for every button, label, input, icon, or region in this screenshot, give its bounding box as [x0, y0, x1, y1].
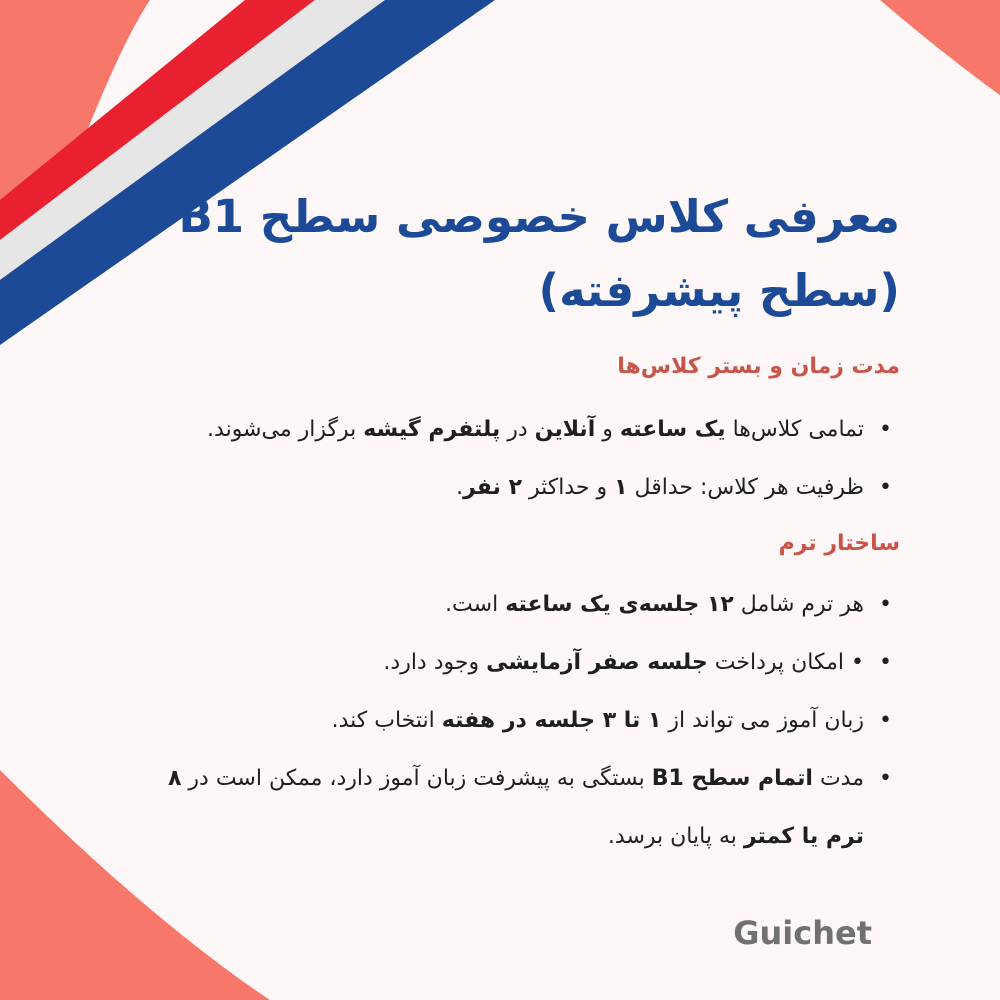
list-item-text: و	[595, 417, 620, 442]
list-item-text: وجود دارد.	[383, 650, 487, 675]
list-item-text: زبان آموز می تواند از	[661, 708, 864, 733]
list-item-text: بستگی به پیشرفت زبان آموز دارد، ممکن است در	[181, 766, 652, 791]
list-item-text: به پایان برسد.	[607, 824, 744, 849]
list-item-bold: ۱۲ جلسه‌ی یک ساعته	[505, 592, 734, 617]
list-item-text: است.	[445, 592, 506, 617]
title-line-2: (سطح پیشرفته)	[538, 264, 900, 317]
section-heading: ساختار ترم	[778, 531, 900, 556]
list-item-text: • امکان پرداخت	[707, 650, 864, 675]
list-item-bold: پلتفرم گیشه	[363, 417, 501, 442]
list-item-text: ظرفیت هر کلاس: حداقل	[627, 475, 864, 500]
list-item-text: و حداکثر	[522, 475, 615, 500]
list-item-text: برگزار می‌شوند.	[207, 417, 364, 442]
list-item-bold: ۱ تا ۳ جلسه در هفته	[441, 708, 662, 733]
list-item-bold: ۲ نفر	[463, 475, 522, 500]
list-item-bold: ۸ ترم یا کمتر	[167, 766, 864, 849]
list-item-bold: اتمام سطح B1	[651, 766, 813, 791]
list-item-bold: ۱	[614, 475, 628, 500]
bullet-list	[140, 576, 900, 866]
section-term-structure	[140, 531, 900, 866]
list-item	[140, 576, 900, 634]
list-item-text: در	[500, 417, 535, 442]
list-item-bold: آنلاین	[534, 417, 596, 442]
brand-logo: Guichet	[733, 914, 872, 952]
section-duration-platform	[140, 354, 900, 517]
title-line-1: معرفی کلاس خصوصی سطح B1	[178, 190, 900, 243]
main-content	[140, 180, 900, 866]
bullet-list	[140, 401, 900, 517]
list-item-bold: یک ساعته	[619, 417, 726, 442]
section-heading: مدت زمان و بستر کلاس‌ها	[617, 354, 900, 379]
list-item	[140, 459, 900, 517]
list-item	[140, 401, 900, 459]
list-item-text: .	[456, 475, 464, 500]
list-item	[140, 634, 900, 692]
list-item	[140, 750, 900, 866]
list-item-text: هر ترم شامل	[733, 592, 864, 617]
list-item-bold: جلسه صفر آزمایشی	[486, 650, 708, 675]
list-item	[140, 692, 900, 750]
list-item-text: مدت	[812, 766, 864, 791]
list-item-text: تمامی کلاس‌ها	[725, 417, 864, 442]
page-title	[140, 180, 900, 328]
list-item-text: انتخاب کند.	[331, 708, 442, 733]
